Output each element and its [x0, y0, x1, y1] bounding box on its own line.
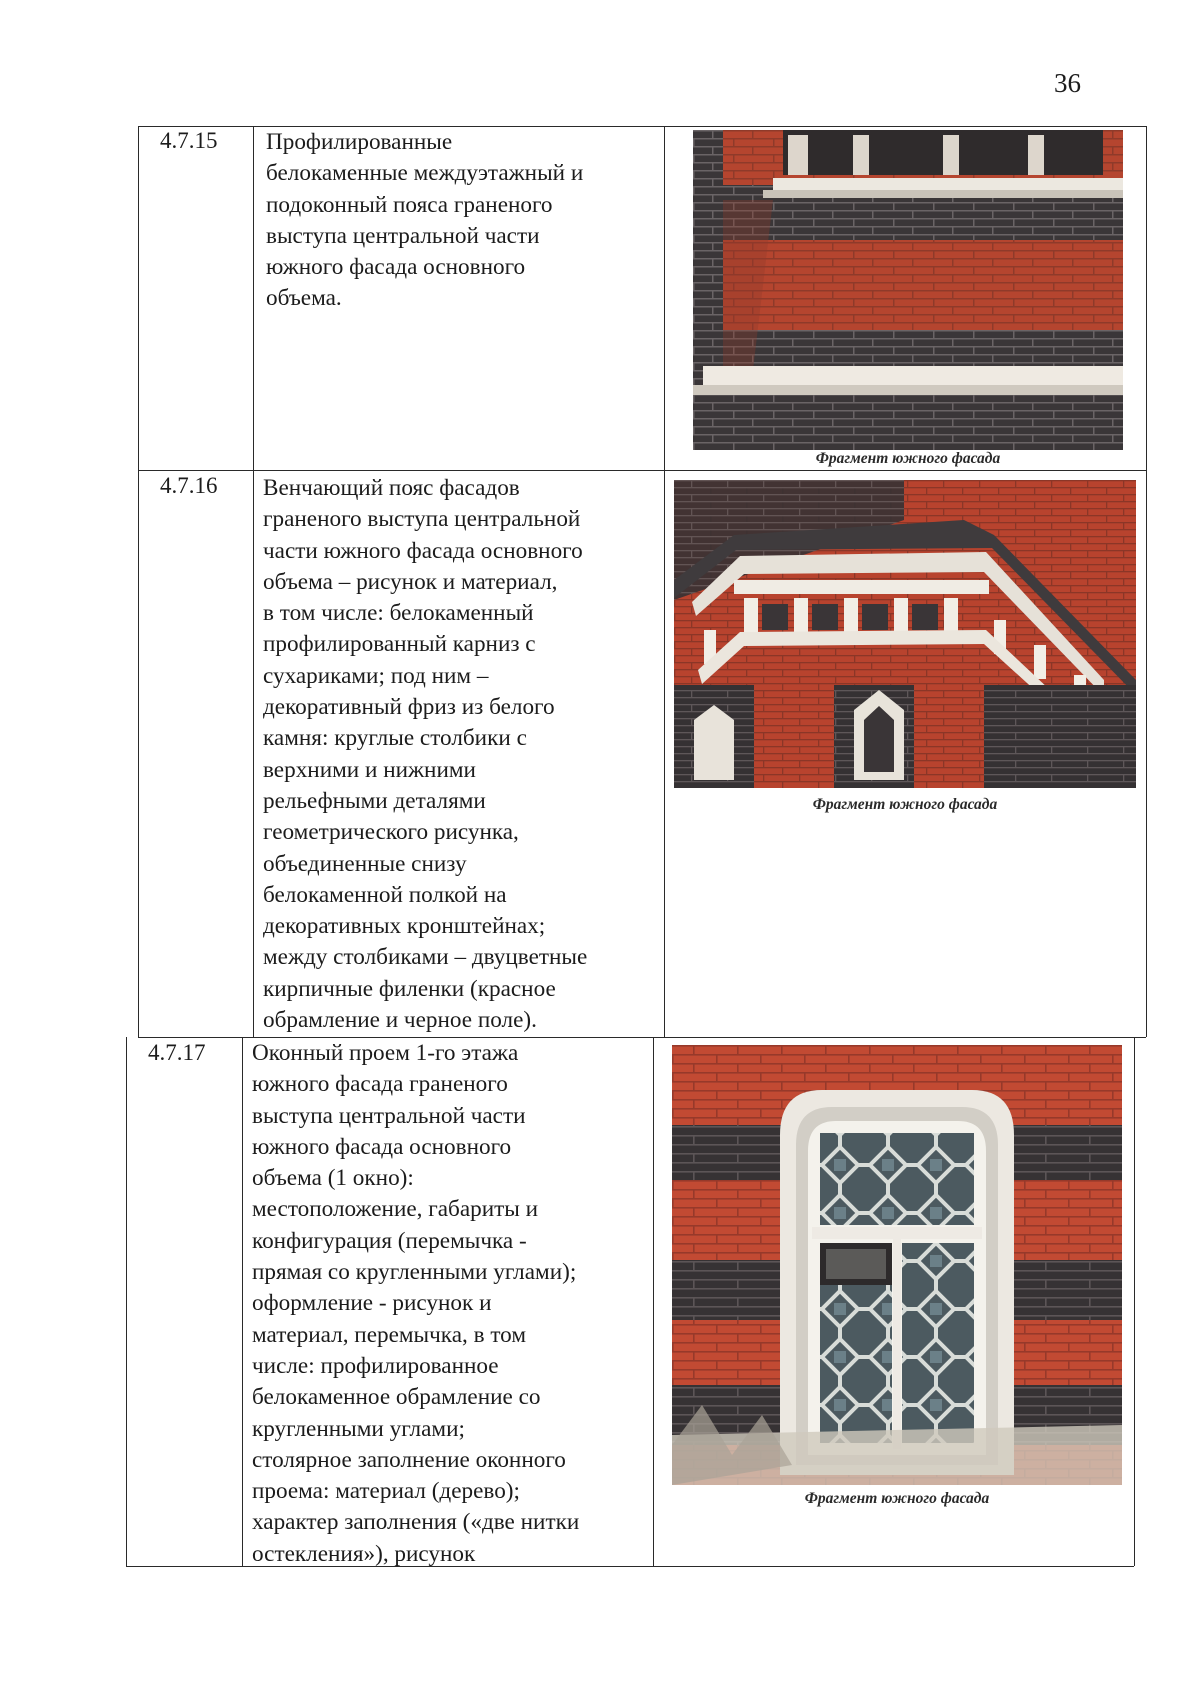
item-description: Оконный проем 1-го этажа южного фасада граненого выступа центральной части южного фасада основного объема (1 окно): местоположение, габариты и конфигурация (перемычка - прямая со кругленными углами); оформление - рисунок и материал, перемычка, в том числе: профилированное белокаменное обрамление со кругленными углами; столярное заполнение оконного проема: материал (дерево); характер заполнения («две нитки остекления»), рисунок — [252, 1040, 580, 1567]
photo-caption: Фрагмент южного фасада — [812, 796, 998, 813]
window-opening-photo — [672, 1045, 1122, 1485]
item-description: Профилированные белокаменные междуэтажный и подоконный пояса граненого выступа центральной части южного фасада основного объема. — [266, 129, 584, 312]
page-number: 36 — [1054, 68, 1081, 98]
brick-cornice-bands-photo — [693, 130, 1123, 450]
item-code: 4.7.15 — [160, 128, 218, 153]
item-code: 4.7.16 — [160, 473, 218, 498]
item-code: 4.7.17 — [148, 1040, 206, 1065]
photo-caption: Фрагмент южного фасада — [804, 1490, 990, 1507]
item-description: Венчающий пояс фасадов граненого выступа центральной части южного фасада основного объема – рисунок и материал, в том числе: белокаменный профилированный карниз с сухариками; под ним – декоративный фриз из белого камня: круглые столбики с верхними и нижними рельефными деталями геометрического рисунка, объединенные снизу белокаменной полкой на декоративных кронштейнах; между столбиками – двуцветные кирпичные филенки (красное обрамление и черное поле). — [263, 475, 588, 1034]
photo-caption: Фрагмент южного фасада — [815, 450, 1001, 467]
crowning-frieze-photo — [674, 480, 1136, 788]
